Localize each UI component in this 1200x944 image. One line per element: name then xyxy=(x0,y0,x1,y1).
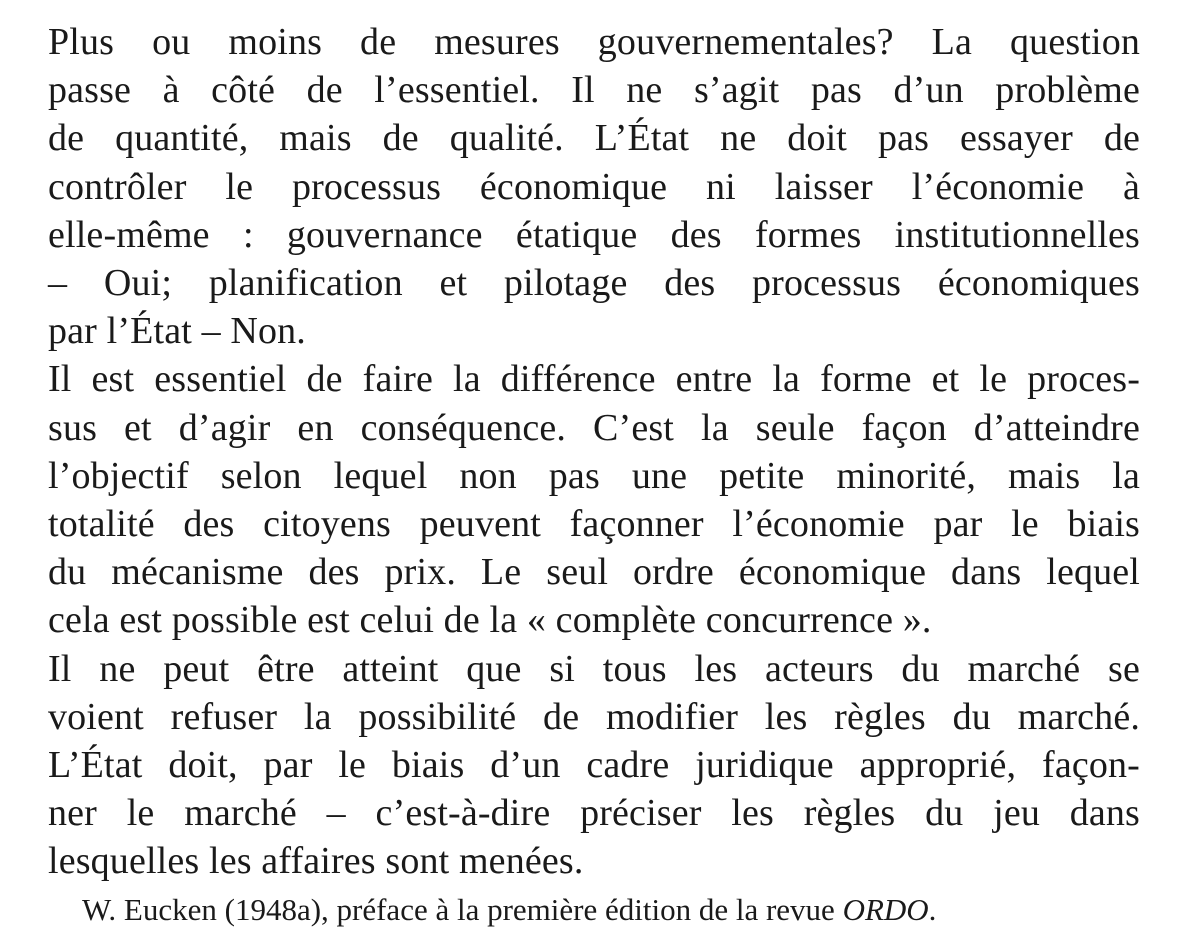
text-line: sus et d’agir en conséquence. C’est la seule façon d’atteindre xyxy=(48,406,1140,449)
text-line: contrôler le processus économique ni laisser l’économie à xyxy=(48,165,1140,208)
attribution-text: W. Eucken (1948a), préface à la première édition de la revue xyxy=(82,892,843,927)
attribution-end: . xyxy=(928,892,937,927)
text-line: lesquelles les affaires sont menées. xyxy=(48,840,584,883)
text-line: ner le marché – c’est-à-dire préciser les règles du jeu dans xyxy=(48,792,1140,835)
paragraph-1 xyxy=(48,18,1140,355)
text-line: Il est essentiel de faire la différence entre la forme et le proces- xyxy=(48,358,1140,401)
text-line: L’État doit, par le biais d’un cadre juridique approprié, façon- xyxy=(48,744,1140,787)
text-line: l’objectif selon lequel non pas une petite minorité, mais la xyxy=(48,454,1140,497)
text-line: elle-même : gouvernance étatique des formes institutionnelles xyxy=(48,213,1140,256)
text-line: cela est possible est celui de la « complète concurrence ». xyxy=(48,599,932,642)
text-line: – Oui; planification et pilotage des processus économiques xyxy=(48,262,1140,305)
text-line: passe à côté de l’essentiel. Il ne s’agit pas d’un problème xyxy=(48,69,1140,112)
attribution xyxy=(82,890,936,930)
text-line: par l’État – Non. xyxy=(48,310,306,353)
paragraph-3 xyxy=(48,645,1140,886)
paragraph-2 xyxy=(48,355,1140,644)
journal-title: ORDO xyxy=(842,892,929,927)
quote-block xyxy=(48,18,1140,886)
text-line: totalité des citoyens peuvent façonner l’économie par le biais xyxy=(48,503,1140,546)
text-line: du mécanisme des prix. Le seul ordre économique dans lequel xyxy=(48,551,1140,594)
text-line: voient refuser la possibilité de modifier les règles du marché. xyxy=(48,695,1140,738)
text-line: de quantité, mais de qualité. L’État ne doit pas essayer de xyxy=(48,117,1140,160)
text-line: Plus ou moins de mesures gouvernementales? La question xyxy=(48,21,1140,63)
text-line: Il ne peut être atteint que si tous les acteurs du marché se xyxy=(48,647,1140,690)
